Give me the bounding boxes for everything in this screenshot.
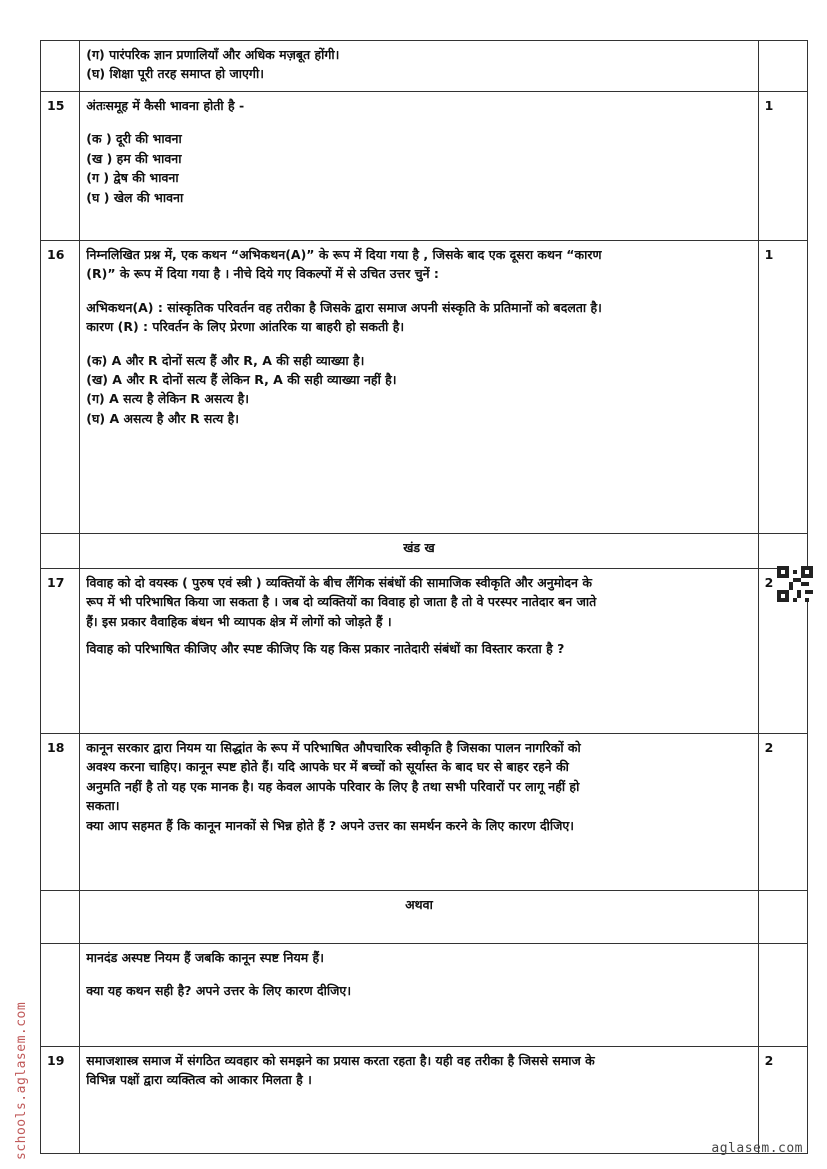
question-number: 15 bbox=[41, 92, 80, 241]
reason-text: कारण (R) : परिवर्तन के लिए प्रेरणा आंतरिक या बाहरी हो सकती है। bbox=[86, 319, 405, 335]
passage-line: अवश्य करना चाहिए। कानून स्पष्ट होते हैं। यदि आपके घर में बच्चों को सूर्यास्त के बाद घर से बाहर रहने की bbox=[86, 759, 569, 775]
options-continuation bbox=[80, 41, 758, 92]
alternative-question bbox=[80, 944, 758, 1047]
passage-line: विभिन्न पक्षों द्वारा व्यक्तित्व को आकार मिलता है । bbox=[86, 1072, 312, 1088]
marks-value: 2 bbox=[758, 569, 807, 734]
passage-line: सकता। bbox=[86, 798, 120, 814]
marks-value: 2 bbox=[758, 734, 807, 891]
passage-line: समाजशास्त्र समाज में संगठित व्यवहार को समझने का प्रयास करता रहता है। यही वह तरीका है जिससे समाज के bbox=[86, 1053, 595, 1068]
statement-text: मानदंड अस्पष्ट नियम हैं जबकि कानून स्पष्ट नियम हैं। bbox=[86, 950, 324, 965]
table-row bbox=[41, 41, 808, 92]
instruction-text: (R)” के रूप में दिया गया है । नीचे दिये गए विकल्पों में से उचित उत्तर चुनें : bbox=[86, 266, 439, 282]
or-label: अथवा bbox=[80, 891, 758, 944]
bottom-watermark: aglasem.com bbox=[711, 1141, 803, 1156]
question-number: 18 bbox=[41, 734, 80, 891]
option-ga: (ग) पारंपरिक ज्ञान प्रणालियाँ और अधिक मज़बूत होंगी। bbox=[86, 47, 340, 62]
or-row bbox=[41, 891, 808, 944]
marks-value: 1 bbox=[758, 241, 807, 534]
side-watermark: schools.aglasem.com bbox=[14, 1001, 29, 1160]
section-row bbox=[41, 534, 808, 569]
question-number: 17 bbox=[41, 569, 80, 734]
passage-line: अनुमति नहीं है तो यह एक मानक है। यह केवल आपके परिवार के लिए है तथा सभी परिवारों पर लागू नहीं हो bbox=[86, 778, 580, 794]
table-row bbox=[41, 92, 808, 241]
table-row bbox=[41, 1047, 808, 1154]
passage-line: कानून सरकार द्वारा नियम या सिद्धांत के रूप में परिभाषित औपचारिक स्वीकृति है जिसका पालन नागरिकों को bbox=[86, 740, 581, 755]
instruction-text: निम्नलिखित प्रश्न में, एक कथन “अभिकथन(A)” के रूप में दिया गया है , जिसके बाद एक दूसरा कथन “कारण bbox=[86, 247, 602, 262]
question-text: क्या यह कथन सही है? अपने उत्तर के लिए कारण दीजिए। bbox=[86, 983, 352, 999]
table-row bbox=[41, 734, 808, 891]
question-17 bbox=[80, 569, 758, 734]
option-kha: (ख ) हम की भावना bbox=[86, 150, 182, 166]
section-heading: खंड ख bbox=[80, 534, 758, 569]
question-18 bbox=[80, 734, 758, 891]
question-number: 16 bbox=[41, 241, 80, 534]
question-text: अंतःसमूह में कैसी भावना होती है - bbox=[86, 98, 245, 113]
option-ka: (क) A और R दोनों सत्य हैं और R, A की सही व्याख्या है। bbox=[86, 352, 365, 368]
qr-code-icon bbox=[777, 566, 813, 602]
option-ka: (क ) दूरी की भावना bbox=[86, 131, 182, 147]
table-row bbox=[41, 944, 808, 1047]
passage-line: हैं। इस प्रकार वैवाहिक बंधन भी व्यापक क्षेत्र में लोगों को जोड़ते हैं । bbox=[86, 613, 392, 629]
option-ga: (ग ) द्वेष की भावना bbox=[86, 170, 179, 186]
question-text: क्या आप सहमत हैं कि कानून मानकों से भिन्न होते हैं ? अपने उत्तर का समर्थन करने के लिए कारण दीजिए। bbox=[86, 817, 575, 833]
marks-value: 1 bbox=[758, 92, 807, 241]
passage-line: विवाह को दो वयस्क ( पुरुष एवं स्त्री ) व्यक्तियों के बीच लैंगिक संबंधों की सामाजिक स्वीकृति और अनुमोदन के bbox=[86, 575, 592, 590]
option-kha: (ख) A और R दोनों सत्य हैं लेकिन R, A की सही व्याख्या नहीं है। bbox=[86, 371, 397, 387]
question-table bbox=[40, 40, 808, 1154]
passage-line: रूप में भी परिभाषित किया जा सकता है । जब दो व्यक्तियों का विवाह हो जाता है तो वे परस्पर नातेदार बन जाते bbox=[86, 594, 597, 610]
assertion-text: अभिकथन(A) : सांस्कृतिक परिवर्तन वह तरीका है जिसके द्वारा समाज अपनी संस्कृति के प्रतिमानों को बदलता है। bbox=[86, 299, 602, 315]
option-ga: (ग) A सत्य है लेकिन R असत्य है। bbox=[86, 391, 249, 407]
question-text: विवाह को परिभाषित कीजिए और स्पष्ट कीजिए कि यह किस प्रकार नातेदारी संबंधों का विस्तार करता है ? bbox=[86, 641, 565, 657]
question-number-cell bbox=[41, 41, 80, 92]
option-gha: (घ) A असत्य है और R सत्य है। bbox=[86, 410, 239, 426]
option-gha: (घ ) खेल की भावना bbox=[86, 189, 184, 205]
question-16 bbox=[80, 241, 758, 534]
marks-cell bbox=[758, 41, 807, 92]
marks-value: 2 bbox=[758, 1047, 807, 1154]
question-15 bbox=[80, 92, 758, 241]
question-number: 19 bbox=[41, 1047, 80, 1154]
table-row bbox=[41, 569, 808, 734]
option-gha: (घ) शिक्षा पूरी तरह समाप्त हो जाएगी। bbox=[86, 66, 264, 82]
table-row bbox=[41, 241, 808, 534]
question-19 bbox=[80, 1047, 758, 1154]
